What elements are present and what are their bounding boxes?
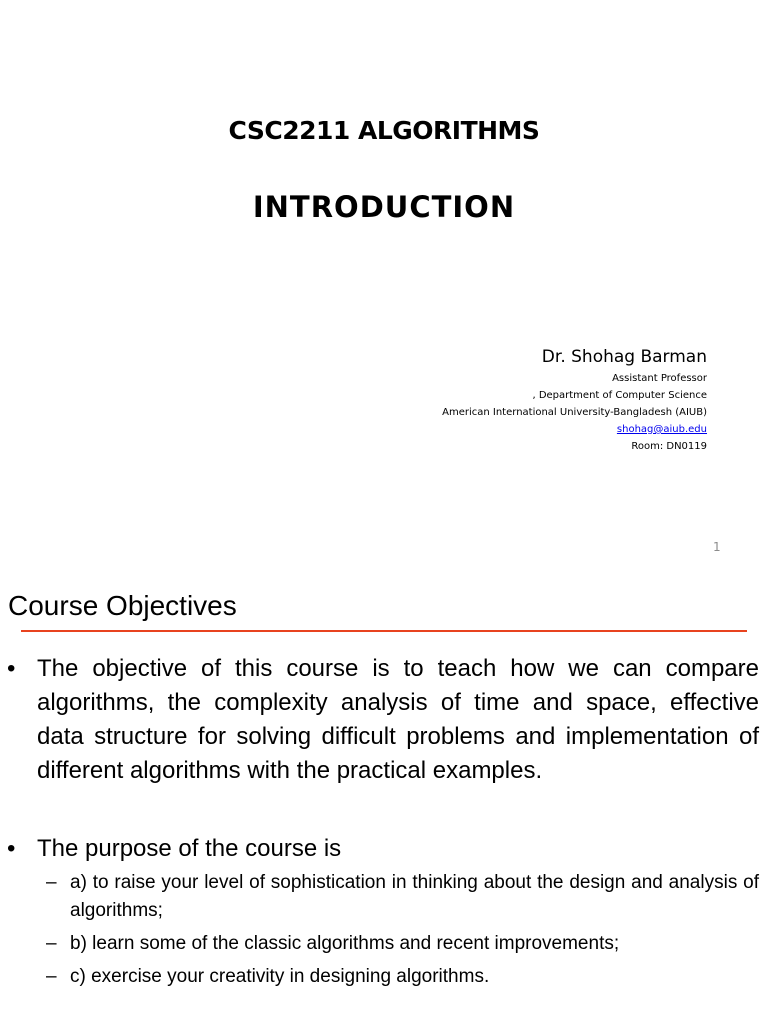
bullet-purpose [7,832,759,866]
sub-text: b) learn some of the classic algorithms and recent improvements; [70,933,620,954]
author-email-link[interactable]: shohag@aiub.edu [616,424,707,435]
objectives-slide [0,576,768,1024]
bullet-text: The objective of this course is to teach how we can compare algorithms, the complexity analysis of time and space, effective data structure for solving difficult problems and implementation of different algorithms with the practical examples. [37,655,759,784]
slide-title: Course Objectives [8,590,237,621]
sub-marker: – [46,933,57,954]
page-number: 1 [713,540,721,554]
author-info [442,344,707,455]
author-university: American International University-Bangladesh (AIUB) [442,407,707,418]
bullet-marker: • [7,835,16,862]
sub-text: a) to raise your level of sophistication in thinking about the design and analysis of algorithms; [70,872,759,921]
sub-item-a [46,869,759,925]
bullet-text: The purpose of the course is [37,835,342,862]
author-position: Assistant Professor [612,373,707,384]
title-divider [21,630,747,632]
lecture-title: INTRODUCTION [252,190,516,224]
sub-marker: – [46,872,57,893]
sub-item-c [46,963,759,991]
sub-item-b [46,930,759,958]
bullet-objective [7,652,759,788]
author-department: , Department of Computer Science [532,390,707,401]
author-name: Dr. Shohag Barman [541,347,707,367]
course-title: CSC2211 ALGORITHMS [228,116,540,145]
sub-text: c) exercise your creativity in designing algorithms. [70,966,490,987]
bullet-marker: • [7,655,16,682]
author-room: Room: DN0119 [631,441,707,452]
sub-marker: – [46,966,57,987]
